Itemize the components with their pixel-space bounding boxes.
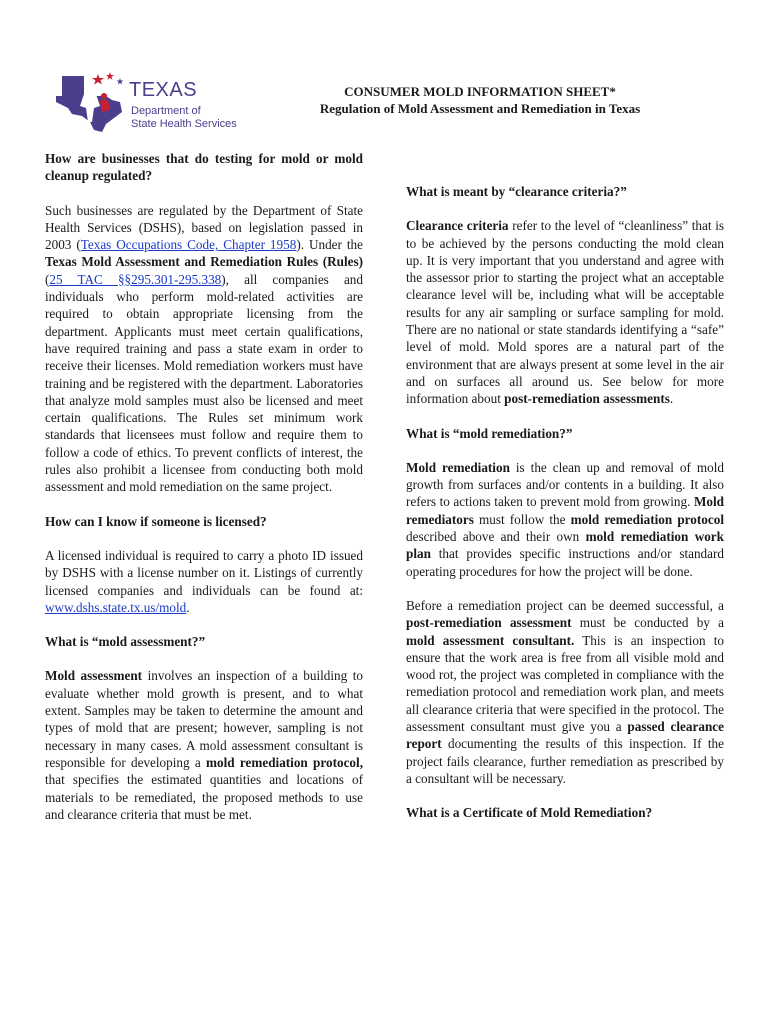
text-span: Such businesses are regulated by the Department of State Health Services (DSHS), based on legislation passed in 2003 ( xyxy=(45,202,363,253)
paragraph-mold-assessment xyxy=(45,667,363,823)
bold-rules-name: Texas Mold Assessment and Remediation Rules (Rules) xyxy=(45,254,363,270)
bold-term: mold remediation protocol xyxy=(570,511,724,527)
paragraph-mold-remediation xyxy=(406,459,724,580)
text-span: Before a remediation project can be deemed successful, a xyxy=(406,597,724,613)
text-span: ), all companies and individuals who perform mold-related activities are required to obtain appropriate licensing from the department. Applicants must meet certain qualifications, have required training and pass a state exam in order to receive their licenses. Mold remediation workers must have training and be registered with the department. Laboratories that analyze mold samples must also be licensed and meet certain qualifications. The Rules set minimum work standards that licensees must follow and require them to follow a code of ethics. To prevent conflicts of interest, the rules also prohibit a licensee from conducting both mold assessment and mold remediation on the same project. xyxy=(45,271,363,495)
bold-term: Mold remediation xyxy=(406,459,510,475)
question-certificate: What is a Certificate of Mold Remediation? xyxy=(406,805,653,821)
text-span: involves an inspection of a building to evaluate whether mold growth is present, and to what extent. Samples may be taken to determine the amount and types of mold that are present; however, sampling is not necessary in many cases. A mold assessment consultant is responsible for developing a xyxy=(45,668,363,770)
logo-dept-line1: Department of xyxy=(131,105,201,117)
text-span: A licensed individual is required to carry a photo ID issued by DSHS with a license number on it. Listings of currently licensed companies and individuals can be found at: xyxy=(45,547,363,598)
paragraph-clearance-criteria xyxy=(406,217,724,407)
bold-term: mold assessment consultant. xyxy=(406,632,575,648)
text-span: ( xyxy=(45,271,50,287)
bold-term: passed clearance report xyxy=(406,719,724,752)
text-span: ). Under the xyxy=(296,237,363,253)
link-occupations-code[interactable]: Texas Occupations Code, Chapter 1958 xyxy=(80,237,297,253)
link-tac-rules[interactable]: 25 TAC §§295.301-295.338 xyxy=(49,271,222,287)
link-dshs-mold[interactable]: www.dshs.state.tx.us/mold xyxy=(45,599,187,615)
text-span: documenting the results of this inspection. If the project fails clearance, further remediation as prescribed by a consultant will be necessary. xyxy=(406,736,724,786)
paragraph-regulation xyxy=(45,202,363,496)
logo-dept-line2: State Health Services xyxy=(131,118,237,130)
text-span: This is an inspection to ensure that the work area is free from all visible mold and wood rot, the project was completed in compliance with the remediation protocol and remediation work plan, and meets all clearance criteria that were specified in the protocol. The assessment consultant must give you a xyxy=(406,632,724,735)
question-regulation: How are businesses that do testing for mold or mold cleanup regulated? xyxy=(45,151,363,184)
text-span: must follow the xyxy=(473,511,571,527)
question-clearance-criteria: What is meant by “clearance criteria?” xyxy=(406,184,627,199)
bold-term: Clearance criteria xyxy=(406,218,509,234)
document-title: CONSUMER MOLD INFORMATION SHEET* xyxy=(344,84,616,99)
bold-term: mold remediation protocol, xyxy=(206,754,363,770)
text-span: . xyxy=(186,599,190,615)
document-header xyxy=(250,83,710,117)
text-span: that provides specific instructions and/or standard operating procedures for how the project will be done. xyxy=(406,546,724,579)
left-column xyxy=(45,150,363,840)
bold-term: Mold remediators xyxy=(406,494,724,527)
question-mold-remediation: What is “mold remediation?” xyxy=(406,425,573,441)
logo-department-name xyxy=(131,105,241,131)
text-span: refer to the level of “cleanliness” that is to be achieved by the persons conducting the mold clean up. It is very important that you understand and agree with the assessor prior to starting the project what an acceptable clearance level will be, including what will be acceptable results for any air sampling or surface sampling for mold. There are no national or state standards identifying a “safe” level of mold. Mold spores are a natural part of the environment that are always present at some level in the air and on surfaces all around us. See below for more information about xyxy=(406,218,724,407)
text-span: is the clean up and removal of mold growth from surfaces and/or contents in a building. It also refers to actions taken to prevent mold from growing. xyxy=(406,459,724,510)
document-subtitle: Regulation of Mold Assessment and Remediation in Texas xyxy=(319,101,641,116)
logo-state-name: TEXAS xyxy=(129,79,198,101)
question-mold-assessment: What is “mold assessment?” xyxy=(45,634,206,650)
bold-term: post-remediation assessments xyxy=(504,391,670,407)
bold-term: post-remediation assessment xyxy=(406,615,572,631)
texas-map-icon xyxy=(50,66,130,134)
bold-term: mold remediation work plan xyxy=(406,529,724,562)
paragraph-post-remediation xyxy=(406,597,724,787)
dshs-logo xyxy=(50,66,240,134)
text-span: must be conducted by a xyxy=(571,615,724,631)
text-span: described above and their own xyxy=(406,529,586,545)
text-span: that specifies the estimated quantities and locations of materials to be remediated, the proposed methods to use and clearance criteria that must be met. xyxy=(45,772,363,822)
right-column xyxy=(406,183,724,839)
text-span: . xyxy=(669,391,674,407)
bold-term: Mold assessment xyxy=(45,668,143,684)
question-licensed: How can I know if someone is licensed? xyxy=(45,513,267,529)
paragraph-licensed xyxy=(45,547,363,616)
